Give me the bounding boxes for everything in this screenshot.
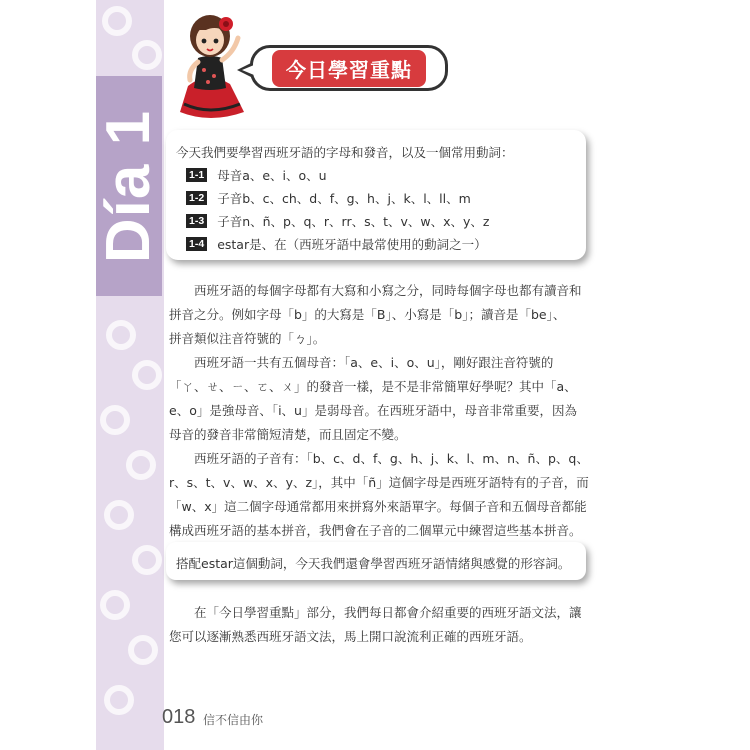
highlight-box bbox=[166, 542, 586, 580]
flower-decoration bbox=[100, 590, 130, 620]
closing-line: 在「今日學習重點」部分，我們每日都會介紹重要的西班牙語文法，讓 bbox=[169, 605, 582, 620]
body-line: e、o」是強母音、「i、u」是弱母音。在西班牙語中，母音非常重要，因為 bbox=[169, 403, 577, 418]
flower-decoration bbox=[132, 545, 162, 575]
day-label: Día 1 bbox=[94, 109, 164, 263]
flower-decoration bbox=[132, 40, 162, 70]
summary-item bbox=[186, 212, 490, 230]
item-text: 母音a、e、i、o、u bbox=[217, 168, 327, 183]
body-line: 西班牙語的每個字母都有大寫和小寫之分，同時每個字母也都有讀音和 bbox=[169, 283, 582, 298]
summary-box bbox=[166, 130, 586, 260]
body-line: 母音的發音非常簡短清楚，而且固定不變。 bbox=[169, 427, 407, 442]
body-line: 西班牙語的子音有：「b、c、d、f、g、h、j、k、l、m、n、ñ、p、q、 bbox=[169, 451, 589, 466]
body-line: 構成西班牙語的基本拼音，我們會在子音的二個單元中練習這些基本拼音。 bbox=[169, 523, 582, 538]
body-line: r、s、t、v、w、x、y、z」，其中「ñ」這個字母是西班牙語特有的子音，而 bbox=[169, 475, 589, 490]
highlight-text: 搭配estar這個動詞，今天我們還會學習西班牙語情緒與感覺的形容詞。 bbox=[176, 556, 571, 571]
flower-decoration bbox=[106, 320, 136, 350]
summary-item bbox=[186, 166, 327, 184]
flower-decoration bbox=[104, 500, 134, 530]
body-line: 「w、x」這二個字母通常都用來拼寫外來語單字。每個子音和五個母音都能 bbox=[169, 499, 587, 514]
book-title: 信不信由你 bbox=[203, 713, 264, 727]
item-text: 子音n、ñ、p、q、r、rr、s、t、v、w、x、y、z bbox=[217, 214, 490, 229]
flower-decoration bbox=[126, 450, 156, 480]
body-line: 拼音類似注音符號的「ㄅ」。 bbox=[169, 331, 326, 346]
item-number: 1-3 bbox=[186, 214, 207, 228]
flower-decoration bbox=[128, 635, 158, 665]
page-number: 018 bbox=[162, 706, 196, 728]
item-text: estar是、在（西班牙語中最常使用的動詞之一） bbox=[217, 237, 487, 252]
flower-decoration bbox=[100, 405, 130, 435]
summary-item bbox=[186, 189, 471, 207]
summary-intro: 今天我們要學習西班牙語的字母和發音，以及一個常用動詞： bbox=[176, 145, 514, 160]
closing-line: 您可以逐漸熟悉西班牙語文法，馬上開口說流利正確的西班牙語。 bbox=[169, 629, 532, 644]
title-speech-bubble bbox=[250, 45, 448, 91]
flower-decoration bbox=[102, 6, 132, 36]
item-number: 1-2 bbox=[186, 191, 207, 205]
body-line: 拼音之分。例如字母「b」的大寫是「B」、小寫是「b」；讀音是「be」、 bbox=[169, 307, 566, 322]
summary-item bbox=[186, 235, 487, 253]
flower-decoration bbox=[132, 360, 162, 390]
flower-decoration bbox=[104, 685, 134, 715]
item-number: 1-4 bbox=[186, 237, 207, 251]
page-title: 今日學習重點 bbox=[272, 50, 426, 87]
body-line: 西班牙語一共有五個母音：「a、e、i、o、u」，剛好跟注音符號的 bbox=[169, 355, 554, 370]
item-number: 1-1 bbox=[186, 168, 207, 182]
item-text: 子音b、c、ch、d、f、g、h、j、k、l、ll、m bbox=[217, 191, 471, 206]
body-line: 「ㄚ、ㄝ、ㄧ、ㄛ、ㄨ」的發音一樣，是不是非常簡單好學呢？其中「a、 bbox=[169, 379, 577, 394]
